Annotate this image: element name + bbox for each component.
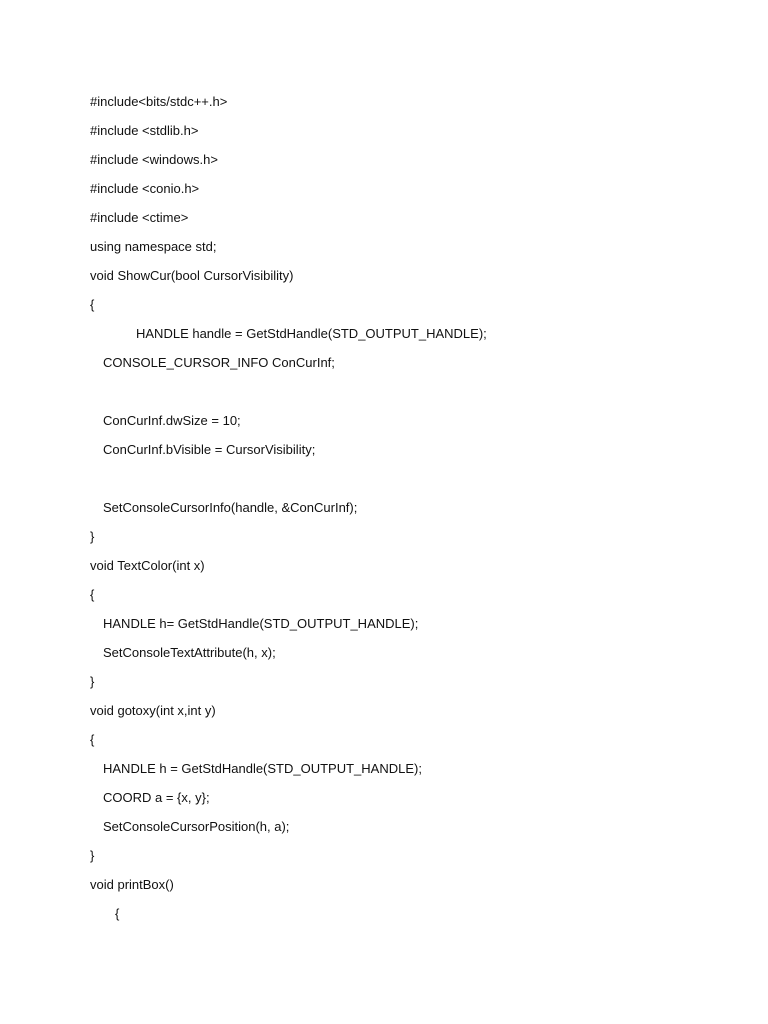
code-line: void TextColor(int x) [90, 558, 205, 573]
code-line: #include <stdlib.h> [90, 123, 199, 138]
code-line: #include <ctime> [90, 210, 189, 225]
code-line: ConCurInf.dwSize = 10; [103, 413, 241, 428]
code-line: void ShowCur(bool CursorVisibility) [90, 268, 294, 283]
code-line: SetConsoleTextAttribute(h, x); [103, 645, 276, 660]
code-line: HANDLE handle = GetStdHandle(STD_OUTPUT_HANDLE); [136, 326, 487, 341]
code-line: { [90, 587, 95, 602]
blank-line [90, 382, 730, 411]
code-line: using namespace std; [90, 239, 217, 254]
code-listing [90, 92, 730, 933]
code-line: void printBox() [90, 877, 174, 892]
code-line: ConCurInf.bVisible = CursorVisibility; [103, 442, 316, 457]
code-line: HANDLE h = GetStdHandle(STD_OUTPUT_HANDLE); [103, 761, 422, 776]
code-line: #include <windows.h> [90, 152, 218, 167]
code-line: CONSOLE_CURSOR_INFO ConCurInf; [103, 355, 335, 370]
code-line: } [90, 848, 95, 863]
code-line: void gotoxy(int x,int y) [90, 703, 216, 718]
blank-line [90, 469, 730, 498]
code-line: { [90, 297, 95, 312]
code-line: #include<bits/stdc++.h> [90, 94, 228, 109]
code-line: { [115, 906, 120, 921]
code-line: HANDLE h= GetStdHandle(STD_OUTPUT_HANDLE); [103, 616, 419, 631]
code-line: #include <conio.h> [90, 181, 200, 196]
code-line: SetConsoleCursorPosition(h, a); [103, 819, 290, 834]
code-line: { [90, 732, 95, 747]
code-line: } [90, 674, 95, 689]
code-line: } [90, 529, 95, 544]
code-line: COORD a = {x, y}; [103, 790, 210, 805]
code-line: SetConsoleCursorInfo(handle, &ConCurInf); [103, 500, 358, 515]
